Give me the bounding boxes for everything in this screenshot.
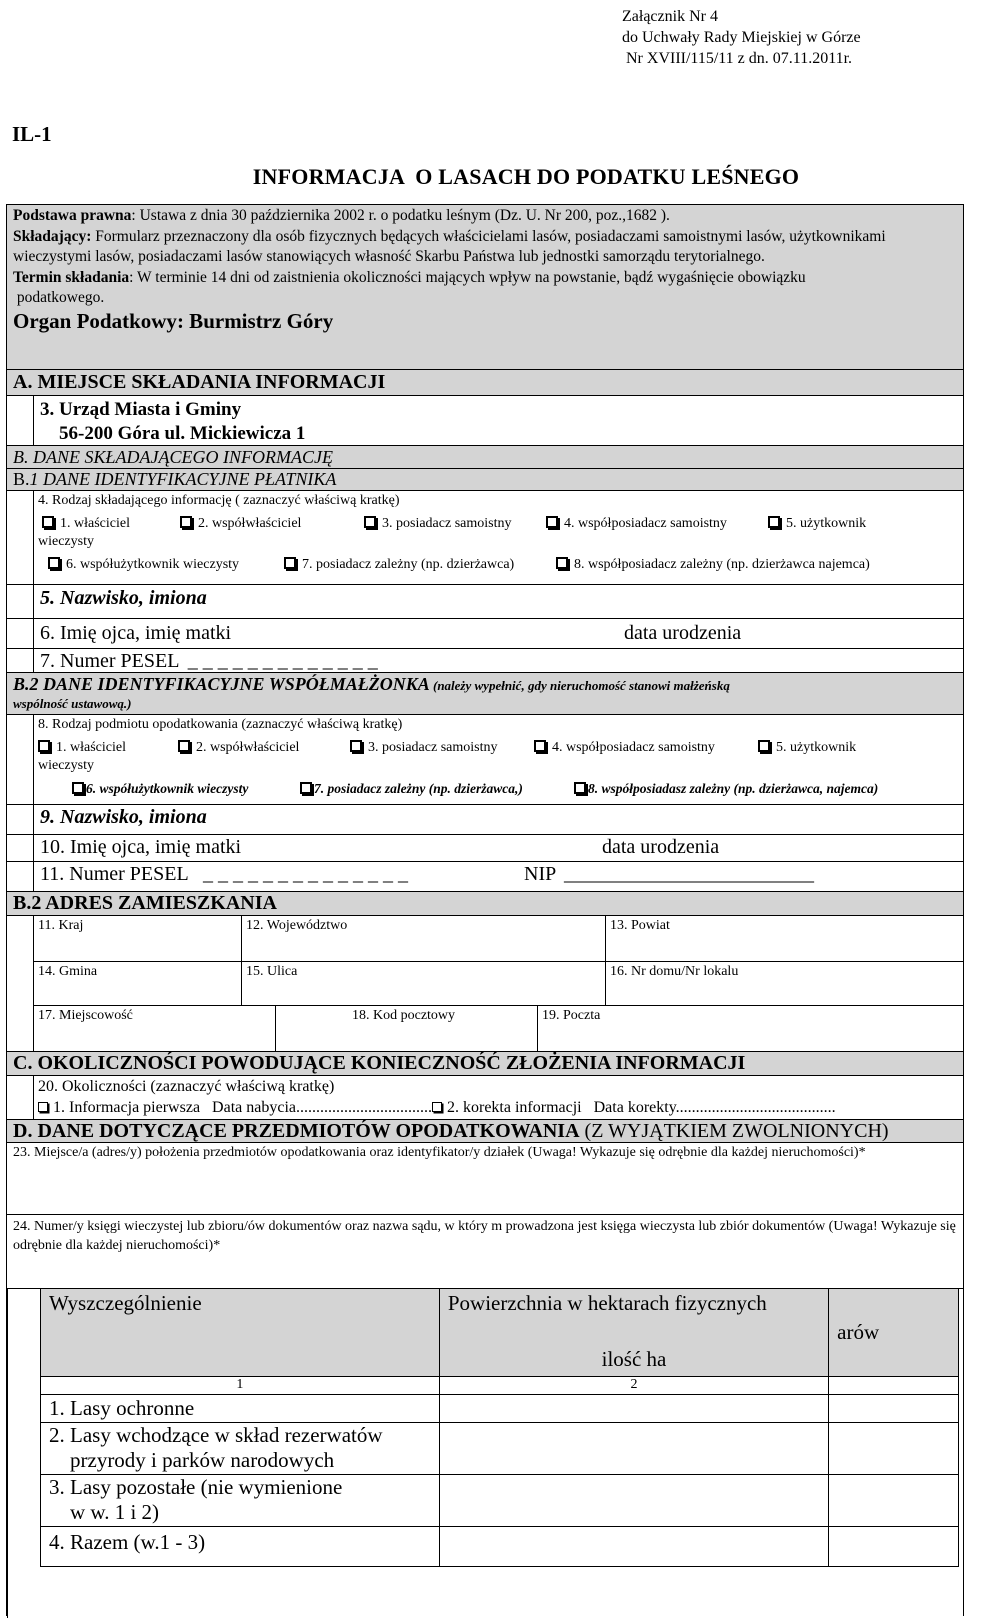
field-8-wrap: wieczysty [38,758,94,773]
section-d-title [7,1119,963,1142]
option-label: 7. posiadacz zależny (np. dzierżawca,) [314,781,523,796]
deadline-label: Termin składania [13,268,130,286]
field-11-line: _ _ _ _ _ _ _ _ _ _ _ _ _ _ [202,863,408,885]
section-d-title-bold: D. DANE DOTYCZĄCE PRZEDMIOTÓW OPODATKOWANIA [13,1120,580,1142]
section-b-title: B. DANE SKŁADAJĄCEGO INFORMACJĘ [7,445,963,468]
section-a-title: A. MIEJSCE SKŁADANIA INFORMACJI [7,369,963,395]
field-8-label: 8. Rodzaj podmiotu opodatkowania (zaznaczyć właściwą kratkę) [38,717,403,732]
option-4-2[interactable] [180,514,301,533]
row-3-ares[interactable] [829,1475,959,1527]
field-6-label: 6. Imię ojca, imię matki [40,622,232,644]
organ-label: Organ Podatkowy [13,308,177,333]
option-label: 1. właściciel [60,516,130,531]
option-label: 3. posiadacz samoistny [382,516,512,531]
field-10[interactable] [7,834,963,861]
option-20-2[interactable] [432,1099,836,1116]
b1-title: 1 DANE IDENTYFIKACYJNE PŁATNIKA [29,469,337,489]
field-23[interactable]: 23. Miejsce/a (adres/y) położenia przedmiotów opodatkowania oraz identyfikator/y działek (Uwaga! Wykazuje się odrębnie dla każdej nieruchomości)* [7,1142,963,1214]
option-label: 2. współwłaściciel [196,740,300,755]
checkbox-icon[interactable] [178,740,190,752]
section-b2-title [7,672,963,714]
option-8-3[interactable] [350,738,497,757]
row-1-ares[interactable] [829,1395,959,1423]
filer-text: Formularz przeznaczony dla osób fizycznych będących właścicielami lasów, posiadaczami samoistnymi lasów, użytkownikami wieczystymi lasów, posiadaczami lasów stanowiących własność Skarbu Państwa lub jednostki samorządu terytorialnego. [13,227,886,265]
section-d-title-rest: (Z WYJĄTKIEM ZWOLNIONYCH) [579,1120,889,1142]
col-header-ha: ilość ha [601,1347,667,1371]
field-5[interactable] [7,584,963,618]
option-label: 2. współwłaściciel [198,516,302,531]
option-label: 6. współużytkownik wieczysty [86,781,249,796]
addr-kod-pocztowy[interactable]: 18. Kod pocztowy [276,1006,538,1052]
option-8-2[interactable] [178,738,299,757]
addr-wojewodztwo[interactable]: 12. Województwo [242,916,606,962]
checkbox-icon[interactable] [72,782,84,794]
field-7-line: _ _ _ _ _ _ _ _ _ _ _ _ _ [187,650,378,672]
basis-text: : Ustawa z dnia 30 października 2002 r. o podatku leśnym (Dz. U. Nr 200, poz.,1682 ). [131,207,670,224]
address-title: B.2 ADRES ZAMIESZKANIA [7,891,963,915]
row-3-ha[interactable] [439,1475,828,1527]
basis-label: Podstawa prawna [13,207,132,224]
field-9[interactable] [7,804,963,834]
row-label-1: 1. Lasy ochronne [41,1395,440,1423]
option-4-1[interactable] [42,514,130,533]
option-label: 3. posiadacz samoistny [368,740,498,755]
annex-line-3: Nr XVIII/115/11 z dn. 07.11.2011r. [622,50,853,67]
checkbox-icon[interactable] [758,740,770,752]
col-header-specification: Wyszczególnienie [41,1289,440,1377]
option-label: 5. użytkownik [786,516,867,531]
checkbox-icon[interactable] [546,516,558,528]
section-b1-title [7,468,963,490]
field-6-date: data urodzenia [624,622,742,644]
addr-poczta[interactable]: 19. Poczta [542,1008,601,1023]
field-20 [7,1075,963,1119]
field-4-wrap: wieczysty [38,534,94,549]
col-header-area-title: Powierzchnia w hektarach fizycznych [447,1291,767,1315]
checkbox-icon[interactable] [300,782,312,794]
option-label: 4. współposiadacz samoistny [564,516,727,531]
field-8-options-row-2 [38,777,959,799]
field-6[interactable] [7,618,963,648]
addr-nr-domu[interactable]: 16. Nr domu/Nr lokalu [606,962,963,1006]
row-1-ha[interactable] [439,1395,828,1423]
b2-note-2: wspólność ustawową.) [13,696,132,711]
field-4 [7,490,963,590]
option-label: 6. współużytkownik wieczysty [66,557,240,572]
option-label: 8. współposiadacz zależny (np. dzierżawca najemca) [574,557,870,572]
addr-miejscowosc[interactable]: 17. Miejscowość [34,1006,276,1052]
option-label: 2. korekta informacji Data korekty........................................ [447,1099,836,1116]
row-4-ha[interactable] [439,1527,828,1567]
col-number-1: 1 [41,1377,440,1395]
option-label: 8. współposiadasz zależny (np. dzierżawca, najemca) [588,781,879,796]
checkbox-icon[interactable] [284,557,296,569]
b1-prefix: B. [13,469,30,489]
checkbox-icon[interactable] [768,516,780,528]
nip-line[interactable]: _________________________ [564,863,814,885]
row-label-4: 4. Razem (w.1 - 3) [41,1527,440,1567]
field-11[interactable] [7,861,963,891]
field-8-options-row-1 [38,736,959,758]
legal-info [7,205,963,381]
col-header-area [439,1289,828,1377]
annex-line-2: do Uchwały Rady Miejskiej w Górze [622,29,861,46]
field-11-label: 11. Numer PESEL [40,863,188,885]
option-label: 1. Informacja pierwsza Data nabycia.................................. [53,1099,432,1116]
field-8 [7,714,963,804]
option-4-4[interactable] [546,514,727,533]
row-2-ha[interactable] [439,1423,828,1475]
office-name: 3. Urząd Miasta i Gminy [40,399,242,420]
option-8-8[interactable] [574,779,878,798]
field-4-options-row-1 [38,512,959,534]
option-20-1[interactable] [38,1099,432,1116]
option-4-8[interactable] [556,555,870,574]
checkbox-icon[interactable] [534,740,546,752]
field-20-label: 20. Okoliczności (zaznaczyć właściwą kratkę) [38,1078,335,1095]
field-4-label: 4. Rodzaj składającego informację ( zaznaczyć właściwą kratkę) [38,493,400,508]
option-label: 4. współposiadacz samoistny [552,740,715,755]
option-8-4[interactable] [534,738,715,757]
option-8-5[interactable] [758,738,856,757]
option-8-1[interactable] [38,738,126,757]
checkbox-icon[interactable] [574,782,586,794]
annex-note [622,6,861,69]
b2-title: B.2 DANE IDENTYFIKACYJNE WSPÓŁMAŁŻONKA [13,674,430,694]
field-9-label: 9. Nazwisko, imiona [33,805,963,834]
option-label: 5. użytkownik [776,740,857,755]
addr-kraj[interactable]: 11. Kraj [34,916,242,962]
addr-ulica[interactable]: 15. Ulica [242,962,606,1006]
address-grid [7,915,963,1051]
option-label: 7. posiadacz zależny (np. dzierżawca) [302,557,515,572]
checkbox-icon[interactable] [556,557,568,569]
form-code: IL-1 [12,122,52,146]
section-a-body [7,395,963,445]
field-4-options-row-2 [38,553,959,575]
col-number-2: 2 [439,1377,828,1395]
checkbox-icon[interactable] [42,516,54,528]
spec-table [40,1288,959,1567]
row-2-ares[interactable] [829,1423,959,1475]
office-address: 56-200 Góra ul. Mickiewicza 1 [40,423,306,444]
row-4-ares[interactable] [829,1527,959,1567]
field-5-label: 5. Nazwisko, imiona [33,585,963,618]
option-4-7[interactable] [284,555,514,574]
checkbox-icon[interactable] [180,516,192,528]
field-7[interactable] [7,648,963,672]
option-4-3[interactable] [364,514,511,533]
field-7-label: 7. Numer PESEL [40,650,179,672]
col-number-3 [829,1377,959,1395]
checkbox-icon[interactable] [350,740,362,752]
field-10-label: 10. Imię ojca, imię matki [40,836,242,858]
option-8-6[interactable] [72,779,248,798]
row-label-3: 3. Lasy pozostałe (nie wymienione w w. 1 i 2) [41,1475,440,1527]
checkbox-icon[interactable] [38,740,50,752]
field-24[interactable]: 24. Numer/y księgi wieczystej lub zbioru/ów dokumentów oraz nazwa sądu, w który m prowadzona jest księga wieczysta lub zbiór dokumentów (Uwaga! Wykazuje się odrębnie dla każdej nieruchomości)* [7,1214,963,1288]
annex-line-1: Załącznik Nr 4 [622,8,718,25]
col-header-ares: arów [829,1289,959,1377]
option-label: 1. właściciel [56,740,126,755]
checkbox-icon[interactable] [432,1102,442,1112]
divider [7,1288,8,1618]
option-4-6[interactable] [48,555,239,574]
field-10-date: data urodzenia [602,836,720,858]
nip-label: NIP [524,863,557,885]
organ-text: : Burmistrz Góry [176,308,334,333]
deadline-text-2: podatkowego. [13,289,105,306]
checkbox-icon[interactable] [364,516,376,528]
addr-gmina[interactable]: 14. Gmina [34,962,242,1006]
option-4-5[interactable] [768,514,866,533]
addr-powiat[interactable]: 13. Powiat [606,916,963,962]
section-c-title: C. OKOLICZNOŚCI POWODUJĄCE KONIECZNOŚĆ ZŁOŻENIA INFORMACJI [7,1051,963,1075]
b2-note: (należy wypełnić, gdy nieruchomość stanowi małżeńską [429,678,730,693]
row-label-2: 2. Lasy wchodzące w skład rezerwatów przyrody i parków narodowych [41,1423,440,1475]
checkbox-icon[interactable] [38,1102,48,1112]
checkbox-icon[interactable] [48,557,60,569]
form-title: INFORMACJA O LASACH DO PODATKU LEŚNEGO [252,164,800,189]
option-8-7[interactable] [300,779,523,798]
deadline-text: : W terminie 14 dni od zaistnienia okoliczności mających wpływ na powstanie, bądź wygaśnięcie obowiązku [129,268,806,286]
filer-label: Składający: [13,227,92,245]
